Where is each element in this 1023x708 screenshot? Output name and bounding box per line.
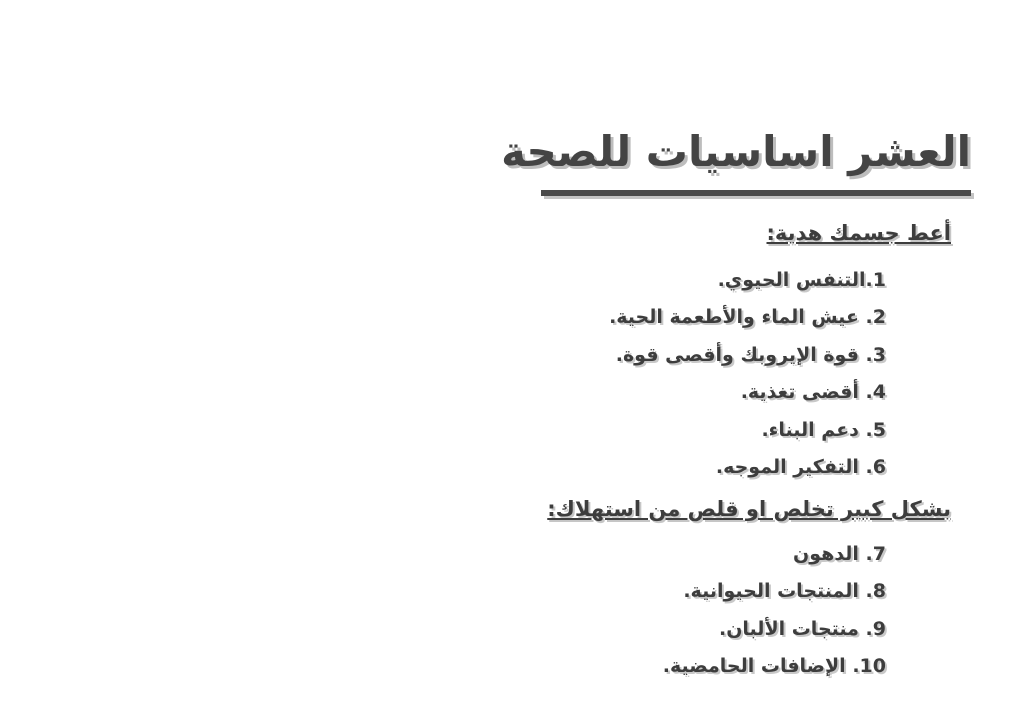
item-number: 10. <box>845 655 886 678</box>
title-underline-rule <box>541 190 971 196</box>
list-item <box>609 340 886 377</box>
item-text: أقضى تغذية. <box>740 381 859 404</box>
list-item <box>609 415 886 452</box>
list-item <box>663 539 886 576</box>
list-item <box>663 614 886 651</box>
item-number: 5. <box>858 418 886 441</box>
item-text: الدهون <box>792 543 859 565</box>
item-number: 3. <box>858 343 886 366</box>
item-text: منتجات الألبان. <box>718 617 859 640</box>
item-text: التنفس الحيوي. <box>717 269 866 291</box>
item-number: 4. <box>858 381 886 404</box>
list-item <box>663 576 886 613</box>
reduce-list <box>663 539 886 689</box>
item-number: 2. <box>858 306 886 329</box>
list-item <box>609 265 886 302</box>
essentials-list <box>609 265 886 489</box>
item-text: المنتجات الحيوانية. <box>683 580 859 603</box>
item-number: 9. <box>858 617 886 640</box>
item-text: الإضافات الحامضية. <box>662 655 846 678</box>
item-number: 6. <box>858 455 886 478</box>
item-text: قوة الإيروبك وأقصى قوة. <box>615 343 859 366</box>
list-item <box>609 377 886 414</box>
item-text: عيش الماء والأطعمة الحية. <box>609 306 859 329</box>
section-heading-reduce: بشكل كبير تخلص او قلص من استهلاك: <box>547 497 951 521</box>
item-number: 7. <box>858 543 886 565</box>
item-text: دعم البناء. <box>761 418 859 441</box>
list-item <box>609 452 886 489</box>
list-item <box>609 302 886 339</box>
slide-title: العشر اساسيات للصحة <box>501 127 971 176</box>
item-number: 1. <box>865 269 886 291</box>
item-number: 8. <box>858 580 886 603</box>
item-text: التفكير الموجه. <box>715 455 859 478</box>
list-item <box>663 651 886 688</box>
section-heading-gift: أعط جسمك هدية: <box>766 221 951 245</box>
